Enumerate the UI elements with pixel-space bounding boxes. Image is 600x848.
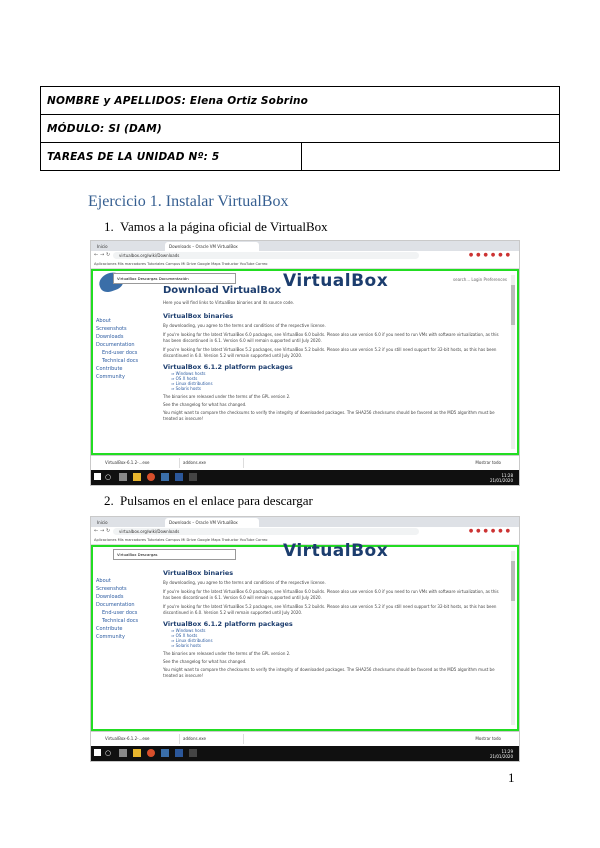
browser-tab-bar <box>91 517 519 527</box>
sidebar-item[interactable]: Community <box>96 374 125 380</box>
page-content-highlight <box>91 269 519 455</box>
host-link-windows[interactable]: ⇒ Windows hosts <box>171 628 206 633</box>
step-1 <box>104 219 328 235</box>
site-sidebar <box>96 317 156 381</box>
screenshot-virtualbox-page <box>90 240 520 486</box>
download-heading: Download VirtualBox <box>163 285 282 296</box>
host-link-text: OS X hosts <box>175 376 198 381</box>
forward-icon[interactable]: → <box>100 528 105 534</box>
checksum-text: You might want to compare the checksums to verify the integrity of downloaded packages. The SHA256 checksums should be favored as the MD5 algorithm must be treated as insecure! <box>163 667 495 678</box>
app-icon[interactable] <box>189 473 197 481</box>
start-icon[interactable] <box>94 473 101 480</box>
gpl-text: The binaries are released under the terms of the GPL version 2. <box>163 651 291 656</box>
student-name-cell: NOMBRE y APELLIDOS: Elena Ortiz Sobrino <box>41 87 560 115</box>
download-item[interactable]: VirtualBox-6.1.2-...exe <box>93 734 180 744</box>
host-link-text: Solaris hosts <box>175 386 202 391</box>
clock-time: 11:28 <box>501 473 513 478</box>
virtualbox-taskbar-icon[interactable] <box>161 749 169 757</box>
clock-date: 21/01/2020 <box>489 754 513 759</box>
browser-tab[interactable]: Inicio <box>93 518 167 527</box>
platform-packages-heading: VirtualBox 6.1.2 platform packages <box>163 620 293 628</box>
sidebar-item[interactable]: Screenshots <box>96 586 127 592</box>
sidebar-item[interactable]: Contribute <box>96 366 123 372</box>
browser-tab[interactable]: Inicio <box>93 242 167 251</box>
show-all-link[interactable]: Mostrar todo <box>475 736 501 741</box>
host-link-text: Linux distributions <box>175 381 213 386</box>
downloads-shelf <box>91 731 519 746</box>
host-link-text: Windows hosts <box>175 371 206 376</box>
sidebar-item[interactable]: Community <box>96 634 125 640</box>
chrome-icon[interactable] <box>147 749 155 757</box>
address-bar[interactable]: virtualbox.org/wiki/Downloads <box>113 528 419 535</box>
host-link-solaris[interactable]: ⇒ Solaris hosts <box>171 386 202 391</box>
bookmarks-bar[interactable]: Aplicaciones Mis marcadores Tutoriales Campus Mi Drive Google Maps Traductor YouTube Correo <box>91 260 519 269</box>
clock-time: 11:29 <box>501 749 513 754</box>
bookmark-popup: VirtualBox Descargas <box>113 549 236 560</box>
task-view-icon[interactable] <box>119 473 127 481</box>
page-scrollbar[interactable] <box>511 551 515 725</box>
platform-packages-heading: VirtualBox 6.1.2 platform packages <box>163 363 293 371</box>
v52-text: If you're looking for the latest VirtualBox 5.2 packages, see VirtualBox 5.2 builds. Please also use version 5.2 if you still need support for 32-bit hosts, as this has been discontinued in 6.0. Version 5.2 will remain supported until July 2020. <box>163 604 497 615</box>
back-icon[interactable]: ← <box>94 528 99 534</box>
sidebar-item[interactable]: Downloads <box>96 334 124 340</box>
binaries-heading: VirtualBox binaries <box>163 569 234 577</box>
virtualbox-logo-text: VirtualBox <box>283 541 389 561</box>
file-explorer-icon[interactable] <box>133 749 141 757</box>
page-number: 1 <box>508 770 515 785</box>
step-text: Pulsamos en el enlace para descargar <box>120 493 313 508</box>
license-text: By downloading, you agree to the terms and conditions of the respective license. <box>163 323 326 328</box>
changelog-text: See the changelog for what has changed. <box>163 402 247 407</box>
gpl-text: The binaries are released under the terms of the GPL version 2. <box>163 394 291 399</box>
virtualbox-taskbar-icon[interactable] <box>161 473 169 481</box>
binaries-heading: VirtualBox binaries <box>163 312 234 320</box>
bookmark-popup: VirtualBox Descargas Documentación <box>113 273 236 284</box>
host-link-text: Linux distributions <box>175 638 213 643</box>
main-article <box>163 561 501 729</box>
forward-icon[interactable]: → <box>100 252 105 258</box>
host-link-osx[interactable]: ⇒ OS X hosts <box>171 633 198 638</box>
clock-date: 21/01/2020 <box>489 478 513 483</box>
chrome-icon[interactable] <box>147 473 155 481</box>
v52-text: If you're looking for the latest VirtualBox 5.2 packages, see VirtualBox 5.2 builds. Please also use version 5.2 if you still need support for 32-bit hosts, as this has been discontinued in 6.0. Version 5.2 will remain supported until July 2020. <box>163 347 497 358</box>
file-explorer-icon[interactable] <box>133 473 141 481</box>
windows-taskbar <box>91 470 519 485</box>
sidebar-item[interactable]: About <box>96 318 111 324</box>
step-number: 1. <box>104 219 114 234</box>
search-icon[interactable]: ○ <box>105 473 112 481</box>
browser-tab-bar <box>91 241 519 251</box>
sidebar-item[interactable]: End-user docs <box>102 610 138 616</box>
task-view-icon[interactable] <box>119 749 127 757</box>
sidebar-item[interactable]: Technical docs <box>102 358 139 364</box>
host-link-osx[interactable]: ⇒ OS X hosts <box>171 376 198 381</box>
main-article <box>163 285 501 453</box>
browser-tab-active[interactable]: Downloads – Oracle VM VirtualBox <box>165 518 259 527</box>
sidebar-item[interactable]: End-user docs <box>102 350 138 356</box>
header-table <box>40 86 560 171</box>
checksum-text: You might want to compare the checksums to verify the integrity of downloaded packages. The SHA256 checksums should be favored as the MD5 algorithm must be treated as insecure! <box>163 410 495 421</box>
download-item[interactable]: addons.exe <box>171 734 244 744</box>
step-number: 2. <box>104 493 114 508</box>
host-link-text: Solaris hosts <box>175 643 202 648</box>
host-link-text: OS X hosts <box>175 633 198 638</box>
host-link-text: Windows hosts <box>175 628 206 633</box>
show-all-link[interactable]: Mostrar todo <box>475 460 501 465</box>
sidebar-item[interactable]: About <box>96 578 111 584</box>
license-text: By downloading, you agree to the terms and conditions of the respective license. <box>163 580 326 585</box>
host-link-windows[interactable]: ⇒ Windows hosts <box>171 371 206 376</box>
sidebar-item[interactable]: Downloads <box>96 594 124 600</box>
unit-tasks-cell: TAREAS DE LA UNIDAD Nº: 5 <box>41 143 302 171</box>
windows-taskbar <box>91 746 519 761</box>
search-icon[interactable]: ○ <box>105 749 112 757</box>
virtualbox-logo-text: VirtualBox <box>283 271 389 291</box>
sidebar-item[interactable]: Documentation <box>96 342 135 348</box>
unit-tasks-empty-cell <box>302 143 560 171</box>
page-content-highlight <box>91 541 519 731</box>
app-icon[interactable] <box>189 749 197 757</box>
back-icon[interactable]: ← <box>94 252 99 258</box>
v60-text: If you're looking for the latest VirtualBox 6.0 packages, see VirtualBox 6.0 builds. Please also use version 6.0 if you need to run VMs with software virtualization, as this has been discontinued in 6.1. Version 6.0 will remain supported until July 2020. <box>163 332 499 343</box>
changelog-text: See the changelog for what has changed. <box>163 659 247 664</box>
download-item[interactable]: addons.exe <box>171 458 244 468</box>
address-row <box>91 527 519 536</box>
sidebar-item[interactable]: Technical docs <box>102 618 139 624</box>
host-link-solaris[interactable]: ⇒ Solaris hosts <box>171 643 202 648</box>
module-cell: MÓDULO: SI (DAM) <box>41 115 560 143</box>
reload-icon[interactable]: ↻ <box>106 528 111 534</box>
host-link-linux[interactable]: ⇒ Linux distributions <box>171 381 213 386</box>
v60-text: If you're looking for the latest VirtualBox 6.0 packages, see VirtualBox 6.0 builds. Please also use version 6.0 if you need to run VMs with software virtualization, as this has been discontinued in 6.1. Version 6.0 will remain supported until July 2020. <box>163 589 499 600</box>
word-icon[interactable] <box>175 473 183 481</box>
sidebar-item[interactable]: Contribute <box>96 626 123 632</box>
page-scrollbar[interactable] <box>511 275 515 449</box>
bookmarks-bar[interactable]: Aplicaciones Mis marcadores Tutoriales Campus Mi Drive Google Maps Traductor YouTube Correo <box>91 536 519 545</box>
downloads-shelf <box>91 455 519 470</box>
extension-icons[interactable]: ●●●●●● <box>468 528 513 534</box>
screenshot-download-link <box>90 516 520 762</box>
start-icon[interactable] <box>94 749 101 756</box>
site-sidebar <box>96 577 156 641</box>
word-icon[interactable] <box>175 749 183 757</box>
address-row <box>91 251 519 260</box>
download-item[interactable]: VirtualBox-6.1.2-...exe <box>93 458 180 468</box>
site-search[interactable]: search... Login Preferences <box>453 277 507 282</box>
step-text: Vamos a la página oficial de VirtualBox <box>120 219 328 234</box>
step-2 <box>104 493 313 509</box>
system-clock <box>490 749 513 759</box>
host-link-linux[interactable]: ⇒ Linux distributions <box>171 638 213 643</box>
exercise-heading: Ejercicio 1. Instalar VirtualBox <box>88 193 289 210</box>
system-clock <box>490 473 513 483</box>
extension-icons[interactable]: ●●●●●● <box>468 252 513 258</box>
address-bar[interactable]: virtualbox.org/wiki/Downloads <box>113 252 419 259</box>
browser-tab-active[interactable]: Downloads – Oracle VM VirtualBox <box>165 242 259 251</box>
reload-icon[interactable]: ↻ <box>106 252 111 258</box>
sidebar-item[interactable]: Documentation <box>96 602 135 608</box>
sidebar-item[interactable]: Screenshots <box>96 326 127 332</box>
intro-text: Here you will find links to VirtualBox binaries and its source code. <box>163 300 295 305</box>
